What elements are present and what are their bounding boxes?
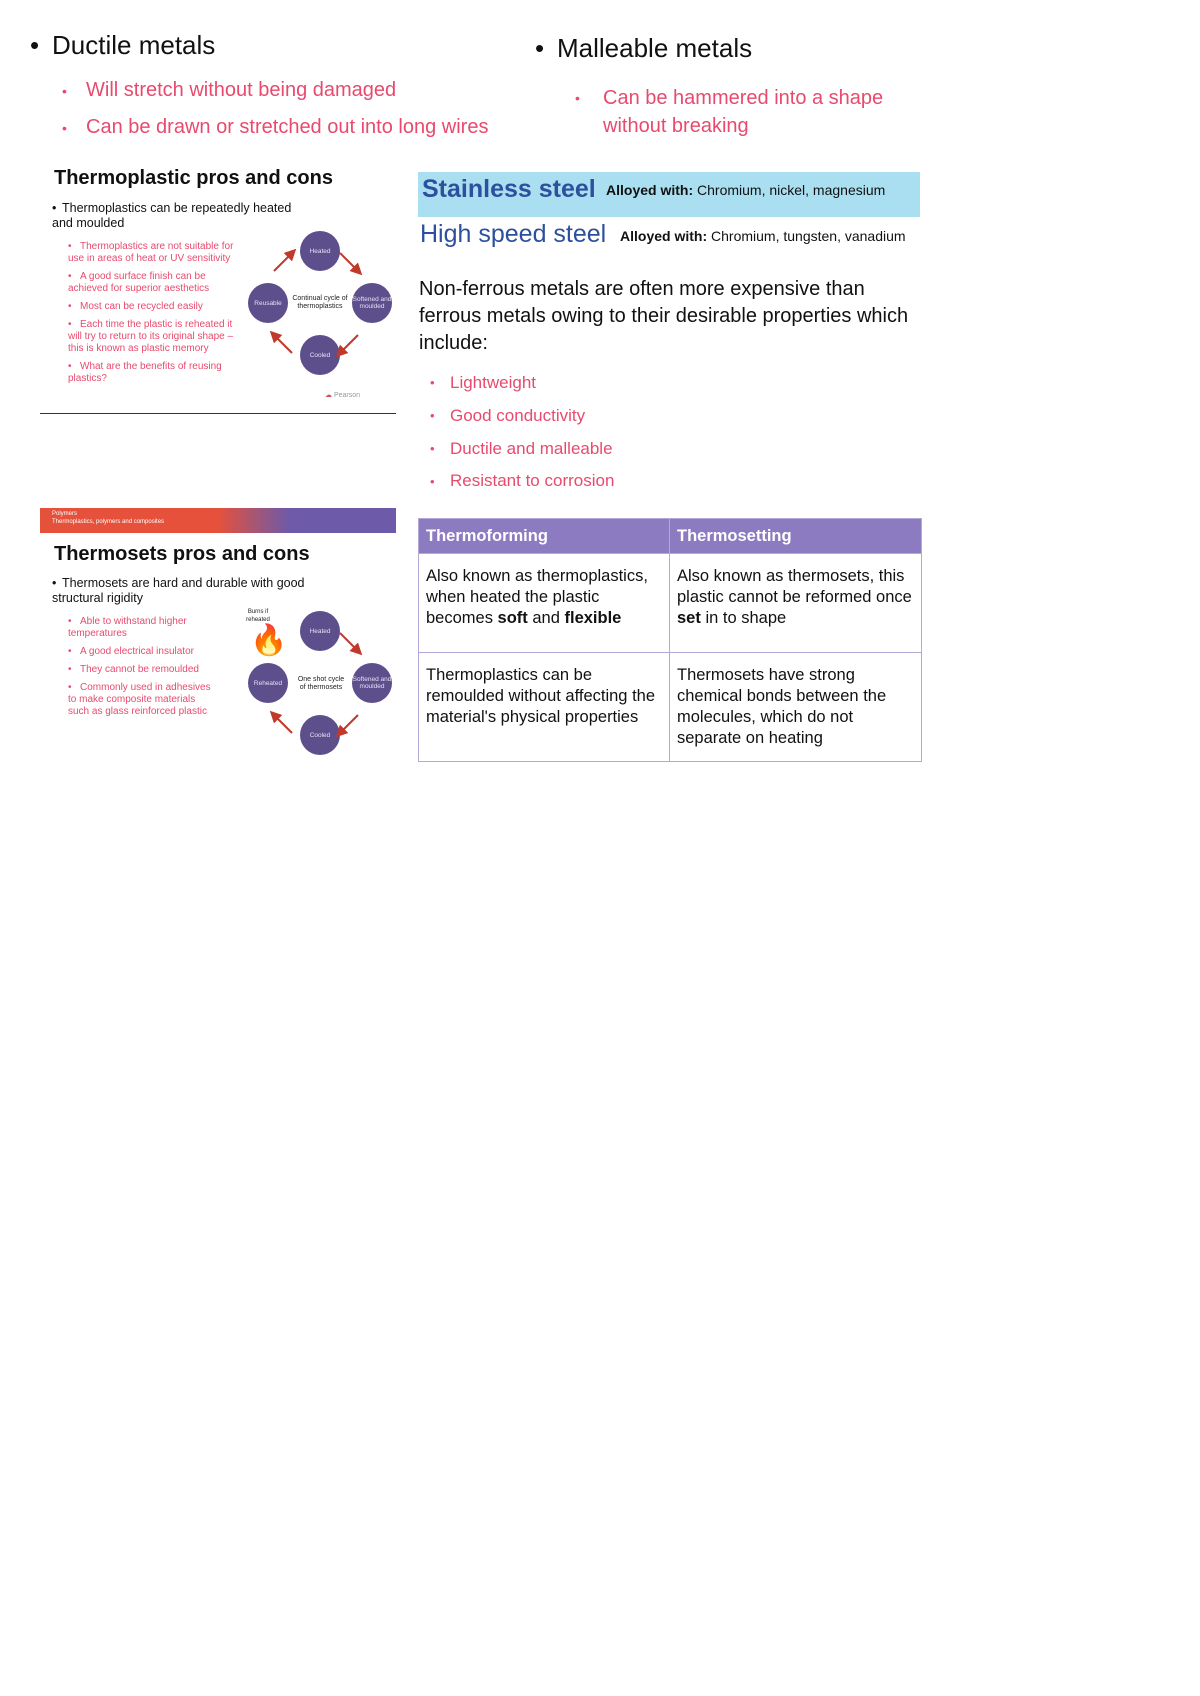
table-row	[419, 554, 922, 653]
pearson-logo-icon: ☁	[325, 392, 332, 399]
table-cell: Thermosets have strong chemical bonds between the molecules, which do not separate on heating	[670, 653, 922, 762]
pearson-logo: ☁ Pearson	[325, 392, 361, 399]
slide-title: Thermoplastic pros and cons	[54, 167, 333, 189]
thermoset-slide	[40, 508, 396, 758]
ductile-heading: • Ductile metals	[30, 30, 216, 60]
table-cell: Thermoplastics can be remoulded without affecting the material's physical properties	[419, 653, 670, 762]
slide-points: • Able to withstand higher temperatures • A good electrical insulator • They cannot be remoulded • Commonly used in adhesives to make composite materials such as glass reinforced plastic	[68, 616, 211, 717]
cycle-center-label: One shot cycle of thermosets	[297, 676, 345, 691]
thermo-comparison-table	[418, 518, 922, 762]
slide-points: • Thermoplastics are not suitable for use in areas of heat or UV sensitivity • A good surface finish can be achieved for superior aesthetics • Most can be recycled easily • Each time the plastic is reheated it will try to return to its original shape – this is known as plastic memory • What are the benefits of reusing plastics?	[68, 241, 234, 384]
ductile-point: • Can be drawn or stretched out into long wires	[62, 116, 489, 138]
cycle-node-cooled: Cooled	[300, 715, 340, 755]
slide-title: Thermosets pros and cons	[54, 543, 310, 565]
stainless-steel-title: Stainless steel	[422, 175, 596, 203]
table-cell: Also known as thermosets, this plastic cannot be reformed once set in to shape	[670, 554, 922, 653]
property-item: • Good conductivity	[430, 405, 586, 425]
table-cell: Also known as thermoplastics, when heated the plastic becomes soft and flexible	[419, 554, 670, 653]
cycle-arrows	[240, 603, 400, 773]
thermoplastic-slide	[40, 163, 396, 414]
slide-banner: Polymers Thermoplastics, polymers and composites	[40, 508, 396, 533]
slide-intro: • Thermosets are hard and durable with good structural rigidity	[52, 576, 305, 605]
flame-icon: 🔥	[250, 624, 288, 657]
cycle-node-heated: Heated	[300, 611, 340, 651]
malleable-point: • Can be hammered into a shape without breaking	[575, 87, 884, 137]
cycle-center-label: Continual cycle of thermoplastics	[292, 295, 348, 310]
burns-label: Burns if reheated	[246, 609, 270, 623]
cycle-node-cooled: Cooled	[300, 335, 340, 375]
table-header: Thermosetting	[670, 519, 922, 554]
malleable-heading: • Malleable metals	[535, 33, 753, 63]
slide-intro: • Thermoplastics can be repeatedly heated and moulded	[52, 201, 292, 230]
cycle-node-reheated: Reheated	[248, 663, 288, 703]
cycle-node-softened: Softened and moulded	[352, 663, 392, 703]
table-row	[419, 653, 922, 762]
stainless-steel-row: Stainless steel Alloyed with: Chromium, nickel, magnesium	[418, 172, 920, 217]
cycle-arrows	[240, 223, 400, 393]
cycle-node-softened: Softened and moulded	[352, 283, 392, 323]
cycle-node-heated: Heated	[300, 231, 340, 271]
ductile-point: • Will stretch without being damaged	[62, 79, 397, 101]
property-item: • Ductile and malleable	[430, 438, 613, 458]
high-speed-steel-title: High speed steel	[420, 220, 607, 248]
non-ferrous-text: Non-ferrous metals are often more expensive than ferrous metals owing to their desirable properties which include:	[419, 278, 909, 354]
cycle-node-reusable: Reusable	[248, 283, 288, 323]
table-header: Thermoforming	[419, 519, 670, 554]
property-item: • Lightweight	[430, 373, 537, 392]
property-item: • Resistant to corrosion	[430, 471, 615, 491]
table-header-row	[419, 519, 922, 554]
high-speed-steel-row: High speed steel Alloyed with: Chromium, tungsten, vanadium	[420, 220, 906, 248]
non-ferrous-properties	[430, 367, 614, 498]
